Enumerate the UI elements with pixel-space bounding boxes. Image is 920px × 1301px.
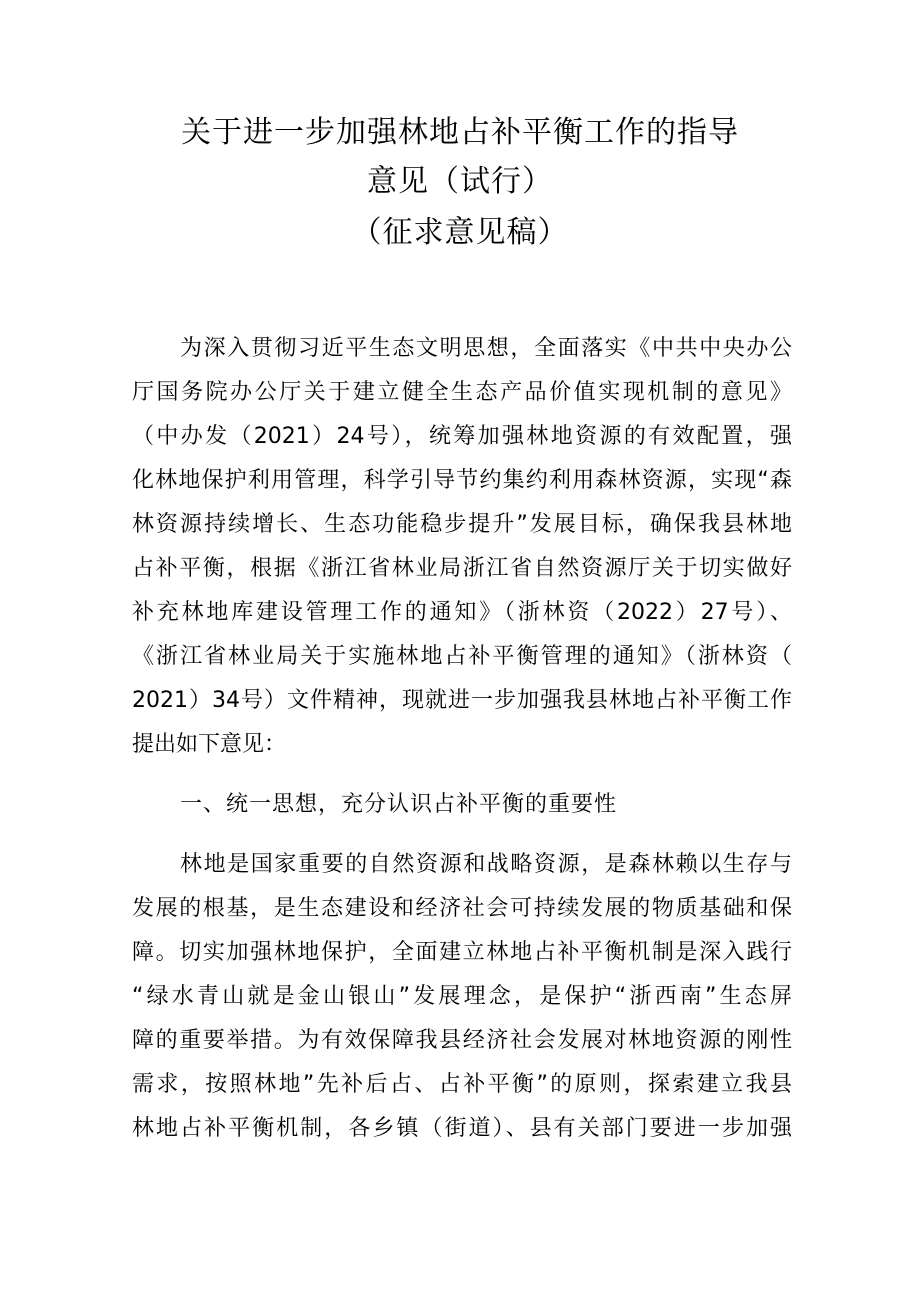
document-title-line-2: 意见（试行）	[367, 164, 553, 199]
document-title-line-1: 关于进一步加强林地占补平衡工作的指导	[181, 115, 739, 150]
section-heading: 一、统一思想，充分认识占补平衡的重要性	[180, 792, 618, 817]
paragraph-line: 林地是国家重要的自然资源和战略资源，是森林赖以生存与	[180, 852, 792, 877]
paragraph-line: 林地占补平衡机制，各乡镇（街道）、县有关部门要进一步加强	[132, 1116, 792, 1141]
paragraph-line: 障的重要举措。为有效保障我县经济社会发展对林地资源的刚性	[132, 1028, 792, 1053]
paragraph-line: 需求，按照林地”先补后占、占补平衡”的原则，探索建立我县	[132, 1072, 792, 1097]
paragraph-line: 林资源持续增长、生态功能稳步提升”发展目标，确保我县林地	[132, 512, 792, 537]
paragraph-line: 提出如下意见：	[132, 732, 287, 757]
paragraph-line: 占补平衡，根据《浙江省林业局浙江省自然资源厅关于切实做好	[132, 556, 792, 581]
paragraph-line: （中办发（2021）24号），统筹加强林地资源的有效配置，强	[132, 424, 792, 449]
paragraph-line: 2021）34号）文件精神，现就进一步加强我县林地占补平衡工作	[132, 688, 792, 713]
paragraph-line: 厅国务院办公厅关于建立健全生态产品价值实现机制的意见》	[132, 380, 792, 405]
paragraph-line: 障。切实加强林地保护，全面建立林地占补平衡机制是深入践行	[132, 940, 792, 965]
paragraph-line: 化林地保护利用管理，科学引导节约集约利用森林资源，实现“森	[132, 468, 792, 493]
paragraph-line: 发展的根基，是生态建设和经济社会可持续发展的物质基础和保	[132, 896, 792, 921]
paragraph-intro	[132, 327, 792, 1151]
paragraph-line: 《浙江省林业局关于实施林地占补平衡管理的通知》（浙林资（	[132, 644, 792, 669]
paragraph-line: 为深入贯彻习近平生态文明思想，全面落实《中共中央办公	[180, 336, 792, 361]
paragraph-line: 补充林地库建设管理工作的通知》（浙林资（2022）27号）、	[132, 600, 792, 625]
document-subtitle: （征求意见稿）	[351, 215, 569, 250]
paragraph-line: “绿水青山就是金山银山”发展理念，是保护“浙西南”生态屏	[132, 984, 792, 1009]
